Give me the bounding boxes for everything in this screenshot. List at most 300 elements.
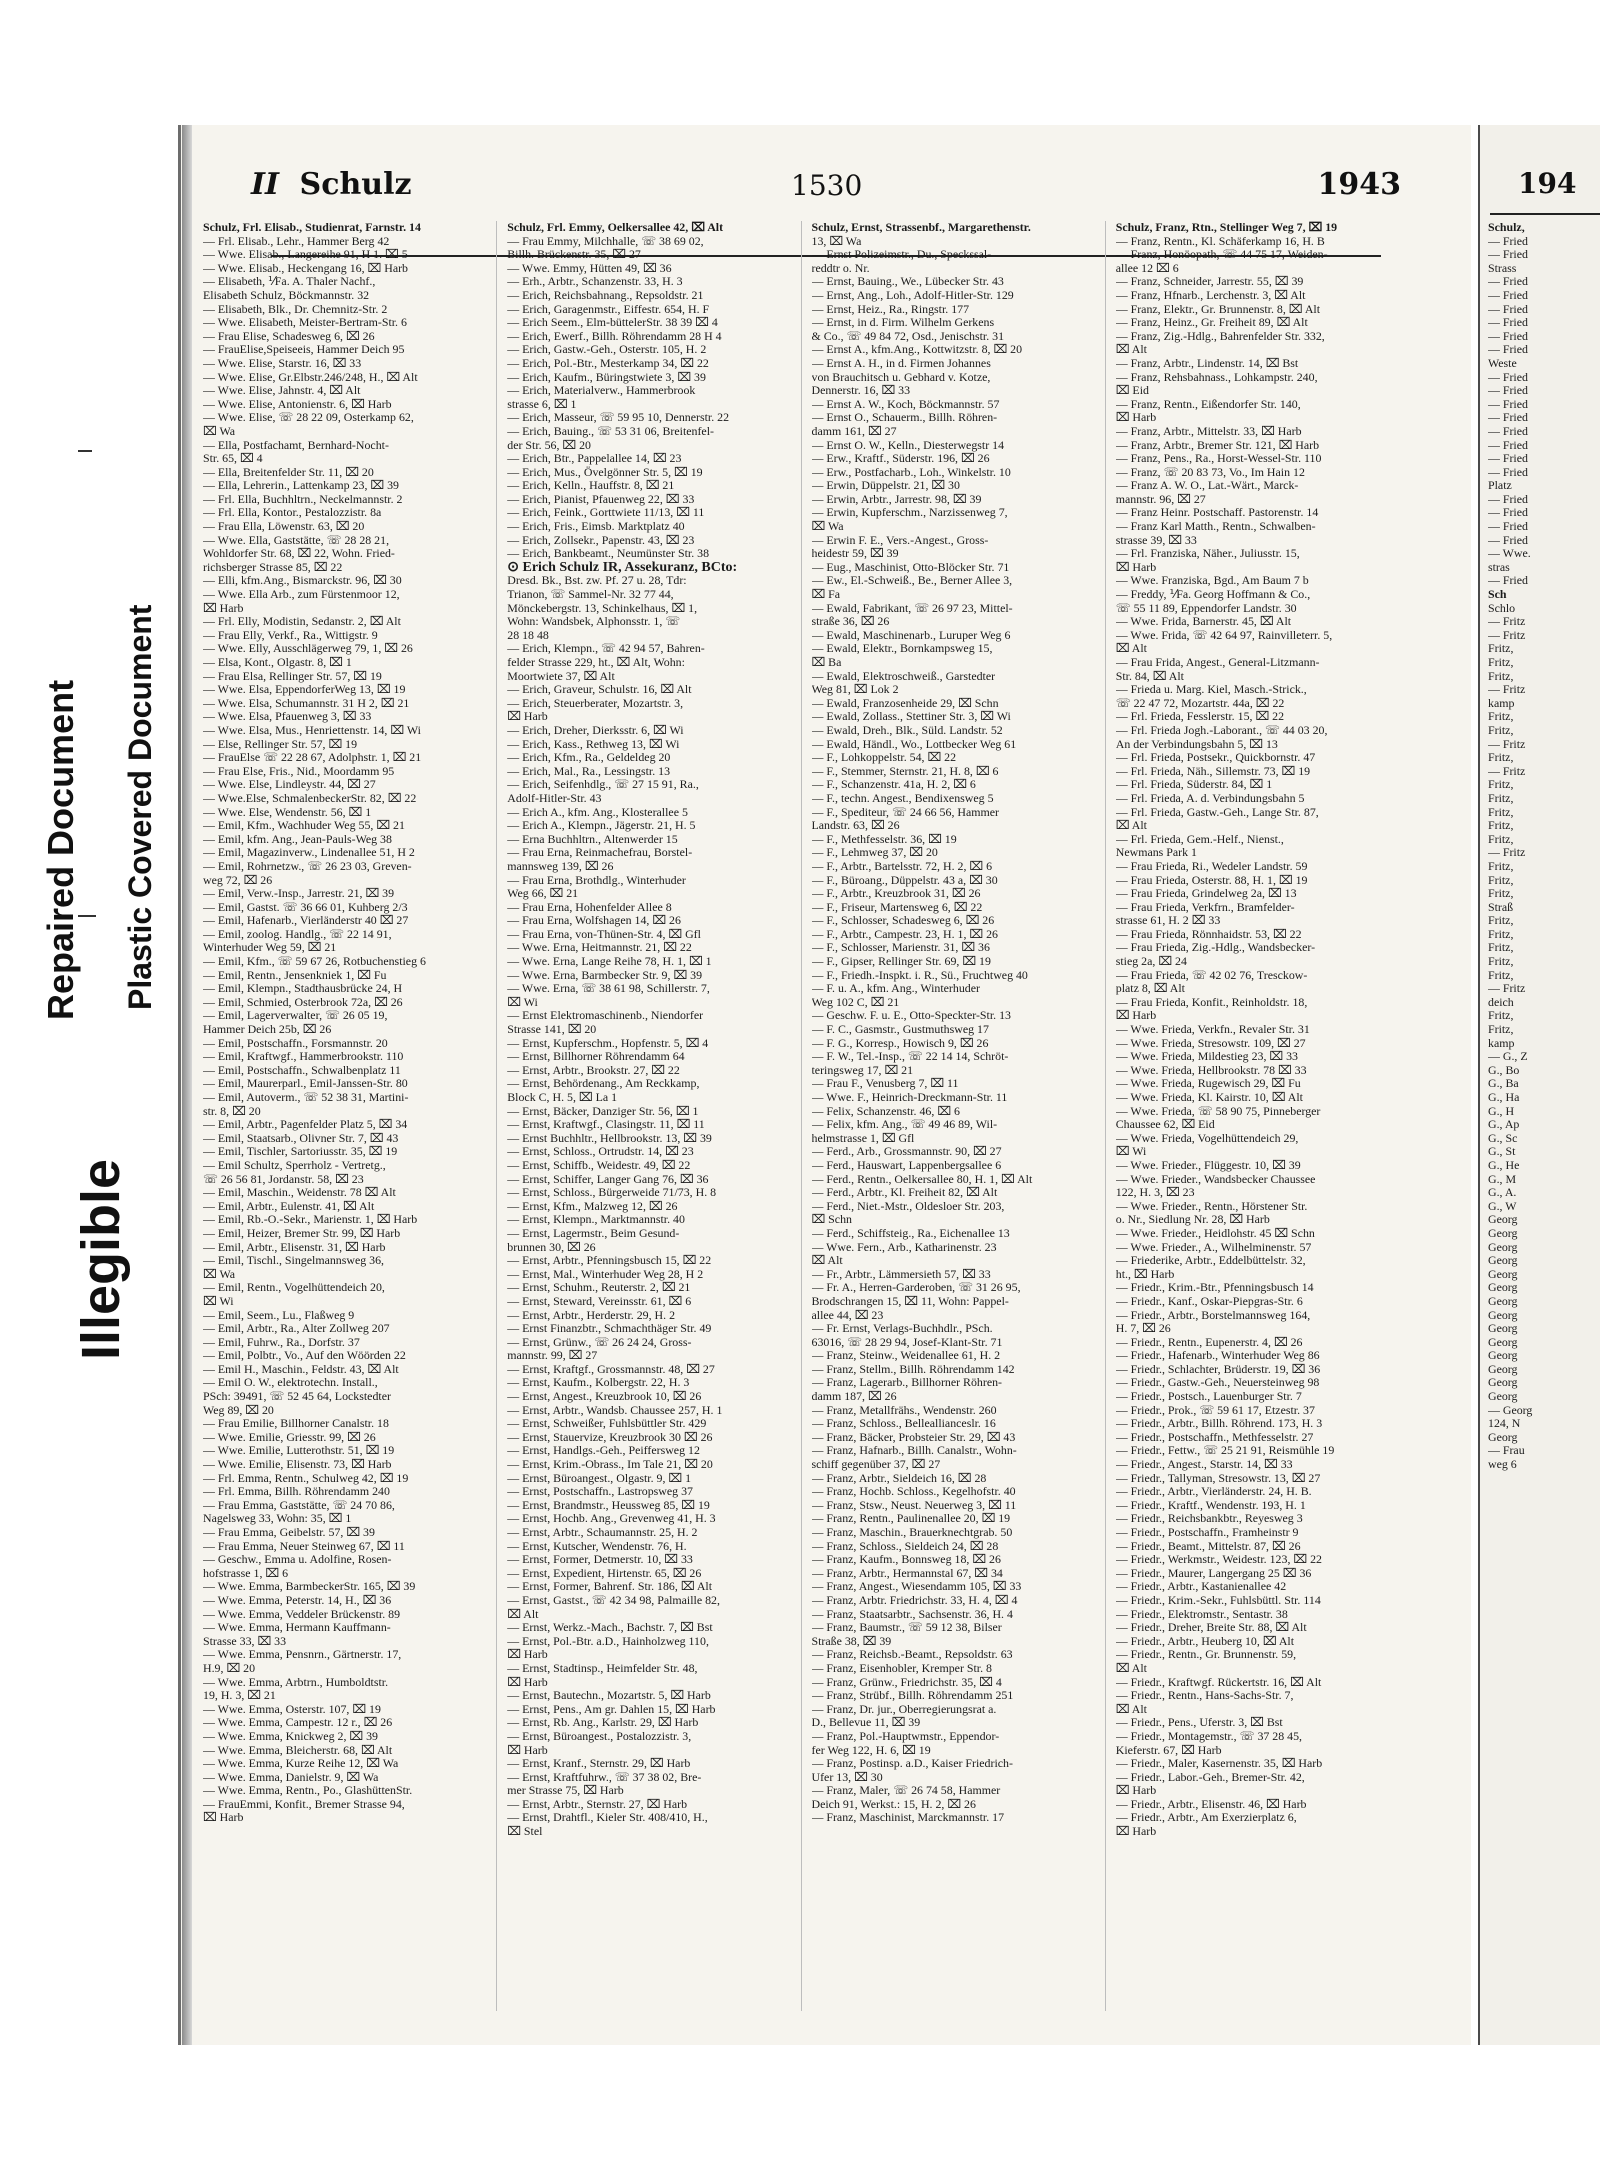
directory-entry: — Wwe. Else, Wendenstr. 56, ⌧ 1: [203, 805, 372, 819]
directory-entry: — Wwe. Frida, ☏ 42 64 97, Rainvilleterr. 5,: [1115, 628, 1333, 642]
directory-entry: — Ferd., Rentn., Oelkersallee 80, H. 1, ⌧ Alt: [811, 1172, 1033, 1186]
directory-column-4: [1112, 221, 1409, 2011]
directory-entry: — Franz Karl Matth., Rentn., Schwalben-: [1115, 520, 1316, 534]
directory-page: [178, 125, 1471, 2045]
directory-entry: Elisabeth Schulz, Böckmannstr. 32: [203, 288, 370, 302]
directory-entry: — Ernst Buchhltr., Hellbrookstr. 13, ⌧ 39: [507, 1131, 712, 1145]
directory-entry: Ufer 13, ⌧ 30: [811, 1770, 883, 1784]
directory-entry: — Wwe. Emma, Hermann Kauffmann-: [203, 1621, 391, 1635]
directory-entry: straße 36, ⌧ 26: [811, 615, 890, 629]
directory-entry-fragment: — Fried: [1488, 384, 1528, 398]
directory-entry: — Frau Emma, Geibelstr. 57, ⌧ 39: [203, 1526, 375, 1539]
directory-entry: — Erich, Materialverw., Hammerbrook: [507, 384, 696, 398]
directory-entry: fer Weg 122, H. 6, ⌧ 19: [811, 1743, 931, 1757]
directory-entry: — Friedr., Gastw.-Geh., Neuersteinweg 98: [1115, 1376, 1320, 1390]
directory-entry: — Frl. Frieda, Süderstr. 84, ⌧ 1: [1115, 778, 1273, 792]
directory-entry: — Ernst, Schloss., Bürgerweide 71/73, H. 8: [507, 1186, 717, 1200]
directory-entry: — Franz, Schloss., Belleallianceslr. 16: [811, 1417, 996, 1431]
directory-entry: mannsweg 139, ⌧ 26: [507, 859, 614, 873]
directory-entry-fragment: — Fritz: [1488, 683, 1526, 697]
directory-entry-fragment: Georg: [1488, 1308, 1518, 1322]
directory-column-3: [808, 221, 1106, 2011]
directory-entry: — Ernst, Krim.-Obrass., Im Tale 21, ⌧ 20: [507, 1458, 713, 1472]
directory-entry: — Felix, kfm. Ang., ☏ 49 46 89, Wil-: [811, 1118, 998, 1132]
directory-entry: Kieferstr. 67, ⌧ Harb: [1115, 1743, 1222, 1757]
directory-entry: — Ernst A. W., Koch, Böckmannstr. 57: [811, 397, 1000, 411]
page-header: [251, 167, 1421, 211]
directory-entry-fragment: deich: [1488, 995, 1514, 1009]
directory-entry: mannstr. 99, ⌧ 27: [507, 1349, 598, 1363]
directory-entry-fragment: — Georg: [1488, 1403, 1533, 1417]
directory-entry: — Emil, Maschin., Weidenstr. 78 ⌧ Alt: [203, 1186, 396, 1200]
directory-entry: — Ernst, Bäcker, Danziger Str. 56, ⌧ 1: [507, 1104, 699, 1118]
directory-entry: — Friedr., Hafenarb., Winterhuder Weg 86: [1115, 1349, 1320, 1363]
directory-entry: — Erich A., Klempn., Jägerstr. 21, H. 5: [507, 819, 696, 833]
directory-entry: — Ernst, Postschaffn., Lastropsweg 37: [507, 1485, 693, 1499]
directory-entry: — Erich, Kaufm., Büringstwiete 3, ⌧ 39: [507, 370, 706, 384]
directory-entry-fragment: Georg: [1488, 1322, 1518, 1336]
header-rule: [1490, 213, 1600, 215]
directory-entry: — Emil, Arbtr., Eulenstr. 41, ⌧ Alt: [203, 1199, 375, 1213]
directory-entry-fragment: — Fried: [1488, 397, 1528, 411]
directory-entry: — Ernst, Mal., Winterhuder Weg 28, H 2: [507, 1267, 704, 1281]
directory-entry-fragment: Fritz,: [1488, 873, 1514, 887]
directory-entry: H.9, ⌧ 20: [203, 1661, 256, 1675]
directory-entry: ⌧ Harb: [1115, 411, 1157, 425]
directory-entry: — Erich, Dreher, Dierksstr. 6, ⌧ Wi: [507, 723, 684, 737]
directory-entry: Straße 38, ⌧ 39: [811, 1634, 892, 1648]
directory-entry: strasse 61, H. 2 ⌧ 33: [1115, 914, 1221, 928]
directory-entry: — Wwe. Frieda, Verkfn., Revaler Str. 31: [1115, 1023, 1310, 1037]
directory-entry: — Ernst A., kfm.Ang., Kottwitzstr. 8, ⌧ 20: [811, 343, 1023, 357]
directory-entry: Trianon, ☏ Sammel-Nr. 32 77 44,: [507, 588, 674, 602]
directory-entry: Strasse 141, ⌧ 20: [507, 1023, 597, 1037]
directory-entry: — Ernst, Brandmstr., Heussweg 85, ⌧ 19: [507, 1498, 710, 1512]
directory-entry: — Felix, Schanzenstr. 46, ⌧ 6: [811, 1104, 960, 1118]
directory-entry: — Friedr., Elektromstr., Sentastr. 38: [1115, 1607, 1288, 1621]
directory-entry: — Franz, Stsw., Neust. Neuerweg 3, ⌧ 11: [811, 1498, 1017, 1512]
directory-entry: Billh. Brückenstr. 35, ⌧ 27: [507, 248, 641, 262]
directory-entry: — Friedr., Schlachter, Brüderstr. 19, ⌧ 36: [1115, 1362, 1321, 1376]
directory-entry: — Ewald, Dreh., Blk., Süld. Landstr. 52: [811, 723, 1003, 737]
directory-entry: ⌧ Harb: [1115, 560, 1157, 574]
directory-entry: — F., Schanzenstr. 41a, H. 2, ⌧ 6: [811, 778, 976, 792]
directory-entry-fragment: — Fritz: [1488, 628, 1526, 642]
directory-entry: — F., Arbtr., Campestr. 23, H. 1, ⌧ 26: [811, 927, 998, 941]
directory-entry: — Emil, Fuhrw., Ra., Dorfstr. 37: [203, 1335, 360, 1349]
directory-entry: — Ernst, Klempn., Marktmannstr. 40: [507, 1213, 685, 1227]
directory-entry: — Franz, Pens., Ra., Horst-Wessel-Str. 110: [1115, 452, 1322, 466]
directory-entry: — Wwe. Emma, Danielstr. 9, ⌧ Wa: [203, 1770, 379, 1784]
directory-entry: — Emil, Postschaffn., Forsmannstr. 20: [203, 1036, 388, 1050]
directory-entry: — Erw., Postfacharb., Loh., Winkelstr. 10: [811, 465, 1011, 479]
directory-entry: — FrauEmmi, Konfit., Bremer Strasse 94,: [203, 1797, 405, 1811]
directory-entry: brunnen 30, ⌧ 26: [507, 1240, 596, 1254]
directory-entry: — Friedr., Arbtr., Am Exerzierplatz 6,: [1115, 1811, 1297, 1825]
directory-entry: allee 44, ⌧ 23: [811, 1308, 884, 1322]
directory-entry: — Ewald, Händl., Wo., Lottbecker Weg 61: [811, 737, 1017, 751]
directory-entry: Weg 102 C, ⌧ 21: [811, 995, 900, 1009]
directory-entry: ⌧ Alt: [1115, 1702, 1147, 1716]
directory-entry-fragment: Fritz,: [1488, 819, 1514, 833]
directory-entry: — Ernst, Gastst., ☏ 42 34 98, Palmaille 82,: [507, 1593, 720, 1607]
directory-entry: — Franz, Bäcker, Probsteier Str. 29, ⌧ 43: [811, 1430, 1016, 1444]
directory-entry-fragment: Georg: [1488, 1376, 1518, 1390]
directory-entry: — Wwe. Else, Lindleystr. 44, ⌧ 27: [203, 778, 376, 792]
directory-entry: strasse 39, ⌧ 33: [1115, 533, 1197, 547]
directory-entry: damm 161, ⌧ 27: [811, 424, 897, 438]
directory-entry: heidestr 59, ⌧ 39: [811, 547, 899, 561]
directory-entry: — F., Friedh.-Inspkt. i. R., Sü., Fruchtweg 40: [811, 968, 1028, 982]
directory-entry: — Friedr., Postschaffn., Framheinstr 9: [1115, 1526, 1299, 1539]
directory-entry: — Emil O. W., elektrotechn. Install.,: [203, 1376, 378, 1390]
directory-entry-fragment: Georg: [1488, 1430, 1518, 1444]
next-page-year: 194: [1518, 167, 1577, 200]
directory-entry: — Friedr., Arbtr., Elisenstr. 46, ⌧ Harb: [1115, 1797, 1307, 1811]
directory-entry: ⌧ Ba: [811, 656, 842, 669]
directory-entry: — Frau Erna, Reinmachefrau, Borstel-: [507, 846, 693, 860]
surname-heading: Schulz: [299, 167, 412, 202]
directory-entry: — Emil, zoolog. Handlg., ☏ 22 14 91,: [203, 927, 392, 941]
directory-entry: — Ernst, Arbtr., Brookstr. 27, ⌧ 22: [507, 1063, 680, 1077]
directory-entry-fragment: — Fried: [1488, 424, 1528, 438]
directory-entry: — Emil, Staatsarb., Olivner Str. 7, ⌧ 43: [203, 1131, 399, 1145]
directory-entry: — Wwe. Frieder., Heidlohstr. 45 ⌧ Schn: [1115, 1226, 1315, 1240]
directory-entry: — Erw., Kraftf., Süderstr. 196, ⌧ 26: [811, 452, 990, 466]
directory-entry: H. 7, ⌧ 26: [1115, 1322, 1171, 1336]
directory-column-1: [199, 221, 497, 2011]
directory-entry: — Wwe. Elsa, Mus., Henriettenstr. 14, ⌧ Wi: [203, 723, 421, 737]
directory-entry: — F. W., Tel.-Insp., ☏ 22 14 14, Schröt-: [811, 1050, 1009, 1064]
directory-entry-fragment: Straß: [1488, 900, 1514, 914]
directory-entry: — Wwe. Emilie, Griesstr. 99, ⌧ 26: [203, 1430, 376, 1444]
directory-entry: — Ernst, Kranf., Sternstr. 29, ⌧ Harb: [507, 1757, 691, 1771]
directory-entry: ⌧ Alt: [507, 1607, 539, 1621]
directory-entry-fragment: Schlo: [1488, 601, 1516, 615]
directory-entry: & Co., ☏ 49 84 72, Osd., Jenischstr. 31: [811, 329, 1005, 343]
directory-entry: — Wwe. Erna, Lange Reihe 78, H. 1, ⌧ 1: [507, 955, 712, 969]
directory-entry-fragment: — Fried: [1488, 275, 1528, 289]
directory-entry: — Geschw. F. u. E., Otto-Speckter-Str. 13: [811, 1009, 1011, 1023]
directory-entry: felder Strasse 229, ht., ⌧ Alt, Wohn:: [507, 656, 685, 669]
directory-entry: ⌧ Fa: [811, 588, 841, 602]
directory-entry: — Wwe. Frieder., Rentn., Hörstener Str.: [1115, 1199, 1308, 1213]
directory-entry: — Frau Frieda, Zig.-Hdlg., Wandsbecker-: [1115, 941, 1316, 955]
directory-entry-fragment: Fritz,: [1488, 941, 1514, 955]
directory-entry: — Frau Erna, Wolfshagen 14, ⌧ 26: [507, 914, 681, 928]
directory-entry: — Wwe. Frida, Barnerstr. 45, ⌧ Alt: [1115, 615, 1292, 629]
directory-entry: — Emil, Rb.-O.-Sekr., Marienstr. 1, ⌧ Harb: [203, 1213, 418, 1227]
directory-entry-fragment: Strass: [1488, 261, 1517, 275]
directory-entry: — Franz, Maschin., Brauerknechtgrab. 50: [811, 1526, 1013, 1539]
directory-entry: — F., Lohkoppelstr. 54, ⌧ 22: [811, 751, 957, 765]
directory-entry: An der Verbindungsbahn 5, ⌧ 13: [1115, 737, 1278, 751]
directory-entry: — Emil, Arbtr., Elisenstr. 31, ⌧ Harb: [203, 1240, 386, 1254]
directory-entry: — Frl. Elisab., Lehr., Hammer Berg 42: [203, 234, 390, 248]
directory-entry: — Franz A. W. O., Lat.-Wärt., Marck-: [1115, 479, 1299, 493]
directory-entry: — Erich, Feink., Gorttwiete 11/13, ⌧ 11: [507, 506, 705, 520]
directory-entry: — Franz, Rentn., Eißendorfer Str. 140,: [1115, 397, 1301, 411]
directory-entry: — Frau Erna, Hohenfelder Allee 8: [507, 900, 672, 914]
directory-entry: — Franz, Dr. jur., Oberregierungsrat a.: [811, 1702, 997, 1716]
directory-entry: — F. G., Korresp., Howisch 9, ⌧ 26: [811, 1036, 989, 1050]
directory-entry: str. 8, ⌧ 20: [203, 1104, 261, 1118]
directory-entry: — Ernst Elektromaschinenb., Niendorfer: [507, 1009, 704, 1023]
directory-entry: — Franz, ☏ 20 83 73, Vo., Im Hain 12: [1115, 465, 1305, 479]
directory-entry: Hammer Deich 25b, ⌧ 26: [203, 1023, 332, 1037]
directory-entry: — Ernst, Stadtinsp., Heimfelder Str. 48,: [507, 1661, 698, 1675]
directory-entry: — Ewald, Maschinenarb., Luruper Weg 6: [811, 628, 1011, 642]
directory-entry: — Franz, Maschinist, Marckmannstr. 17: [811, 1811, 1005, 1825]
page-binding-edge: [182, 125, 192, 2045]
directory-entry: — Friedr., Rentn., Hans-Sachs-Str. 7,: [1115, 1689, 1294, 1703]
directory-entry-fragment: — Fried: [1488, 452, 1528, 466]
directory-entry: — Friedr., Arbtr., Billh. Röhrend. 173, H. 3: [1115, 1417, 1323, 1431]
directory-entry: — Friedr., Maurer, Langergang 25 ⌧ 36: [1115, 1566, 1312, 1580]
directory-entry: — Erich, Bankbeamt., Neumünster Str. 38: [507, 547, 710, 561]
directory-entry: — Ernst, Bauing., We., Lübecker Str. 43: [811, 275, 1004, 289]
directory-entry-fragment: — Fritz: [1488, 737, 1526, 751]
directory-entry: strasse 6, ⌧ 1: [507, 397, 577, 411]
directory-entry: — Wwe. Elise, Gr.Elbstr.246/248, H., ⌧ Alt: [203, 370, 418, 384]
directory-entry: ⌧ Eid: [1115, 384, 1149, 398]
directory-entry: — Friedr., Werkmstr., Weidestr. 123, ⌧ 22: [1115, 1553, 1322, 1567]
directory-column-2: [503, 221, 801, 2011]
directory-entry: — Fr. Ernst, Verlags-Buchhdlr., PSch.: [811, 1322, 993, 1336]
directory-entry: Weg 81, ⌧ Lok 2: [811, 683, 899, 697]
directory-entry: reddtr o. Nr.: [811, 261, 870, 275]
directory-entry: Chaussee 62, ⌧ Eid: [1115, 1118, 1215, 1132]
directory-entry-fragment: — Fried: [1488, 316, 1528, 330]
directory-entry: — Ella, Lehrerin., Lattenkamp 23, ⌧ 39: [203, 479, 399, 493]
directory-entry: — Wwe.Else, SchmalenbeckerStr. 82, ⌧ 22: [203, 791, 417, 805]
directory-entry: — Friedr., Reichsbankbtr., Reyesweg 3: [1115, 1512, 1303, 1526]
directory-entry: ⌧ Wa: [203, 1267, 236, 1281]
directory-entry: — Ernst, Kfm., Malzweg 12, ⌧ 26: [507, 1199, 678, 1213]
directory-entry: Weg 89, ⌧ 20: [203, 1403, 274, 1417]
directory-entry: — Frau Frieda, ☏ 42 02 76, Tresckow-: [1115, 968, 1308, 982]
directory-entry: — Erich, Pianist, Pfauenweg 22, ⌧ 33: [507, 492, 695, 506]
directory-entry: — Emil, Rentn., Jensenkniek 1, ⌧ Fu: [203, 968, 387, 982]
directory-entry-fragment: G., Ha: [1488, 1091, 1520, 1104]
directory-entry: ⌧ Wi: [1115, 1145, 1147, 1159]
directory-entry: — Franz, Hochb. Schloss., Kegelhofstr. 40: [811, 1485, 1016, 1499]
directory-entry: Schulz, Franz, Rtn., Stellinger Weg 7, ⌧ 19: [1115, 221, 1338, 234]
directory-entry: — Ernst, Schuhm., Reuterstr. 2, ⌧ 21: [507, 1281, 691, 1295]
directory-entry-fragment: G., St: [1488, 1145, 1516, 1159]
directory-entry: — F., Büroang., Düppelstr. 43 a, ⌧ 30: [811, 873, 998, 887]
directory-entry: — Frau Else, Fris., Nid., Moordamm 95: [203, 764, 395, 778]
directory-entry-fragment: — Fried: [1488, 492, 1528, 506]
directory-entry-fragment: — Fried: [1488, 288, 1528, 302]
directory-entry: — Friedr., Krim.-Btr., Pfenningsbusch 14: [1115, 1281, 1314, 1295]
directory-entry: — Franz, Rentn., Paulinenallee 20, ⌧ 19: [811, 1512, 1011, 1526]
directory-entry: — Emil Schultz, Sperrholz - Vertretg.,: [203, 1158, 386, 1172]
directory-entry: Wohldorfer Str. 68, ⌧ 22, Wohn. Fried-: [203, 547, 395, 561]
directory-entry-fragment: Schulz,: [1488, 221, 1525, 234]
directory-entry: — Wwe. Emma, Knickweg 2, ⌧ 39: [203, 1729, 378, 1743]
plastic-covered-document-stamp: Plastic Covered Document: [122, 604, 158, 1010]
directory-entry: Schulz, Frl. Emmy, Oelkersallee 42, ⌧ Alt: [507, 221, 724, 234]
directory-entry: — Frau Frieda, Grindelweg 2a, ⌧ 13: [1115, 887, 1297, 901]
directory-entry: stieg 2a, ⌧ 24: [1115, 955, 1187, 969]
directory-entry: — Ernst O. W., Kelln., Diesterwegstr 14: [811, 438, 1005, 452]
directory-entry: — Freddy, ⅟Fa. Georg Hoffmann & Co.,: [1115, 588, 1311, 602]
directory-entry: — Franz, Postinsp. a.D., Kaiser Friedrich-: [811, 1757, 1013, 1771]
directory-entry-fragment: — Fried: [1488, 370, 1528, 384]
directory-entry-fragment: — Fried: [1488, 574, 1528, 588]
directory-entry-fragment: G., W: [1488, 1199, 1517, 1213]
directory-entry: — Emil, Polbtr., Vo., Auf den Wöörden 22: [203, 1349, 406, 1363]
directory-entry: — Erich, Pol.-Btr., Mesterkamp 34, ⌧ 22: [507, 356, 709, 370]
directory-entry-fragment: Fritz,: [1488, 791, 1514, 805]
directory-entry-fragment: kamp: [1488, 1036, 1515, 1050]
directory-entry-fragment: Fritz,: [1488, 927, 1514, 941]
directory-entry: — Friedr., Arbtr., Vierländerstr. 24, H. B.: [1115, 1485, 1312, 1499]
directory-entry: Deich 91, Werkst.: 15, H. 2, ⌧ 26: [811, 1797, 976, 1811]
directory-entry: — Franz, Kaufm., Bonnsweg 18, ⌧ 26: [811, 1553, 1001, 1567]
directory-entry: — Friedr., Labor.-Geh., Bremer-Str. 42,: [1115, 1770, 1305, 1784]
section-number: II: [251, 167, 280, 202]
directory-entry: — Franz, Pol.-Hauptwmstr., Eppendor-: [811, 1729, 1000, 1743]
directory-entry: — Frl. Frieda, Gastw.-Geh., Lange Str. 87,: [1115, 805, 1319, 819]
directory-entry: Str. 84, ⌧ Alt: [1115, 669, 1184, 683]
directory-entry: — Erwin, Arbtr., Jarrestr. 98, ⌧ 39: [811, 492, 982, 506]
directory-entry: — Ernst, Schloss., Ortrudstr. 14, ⌧ 23: [507, 1145, 694, 1159]
directory-entry: — F., Spediteur, ☏ 24 66 56, Hammer: [811, 805, 999, 819]
directory-entry: — Ew., El.-Schweiß., Be., Berner Allee 3,: [811, 574, 1013, 588]
directory-entry: — Wwe. Frieda, Kl. Kairstr. 10, ⌧ Alt: [1115, 1091, 1303, 1104]
directory-entry: — Erich, Btr., Pappelallee 14, ⌧ 23: [507, 452, 682, 466]
directory-entry: — Friedr., Postsch., Lauenburger Str. 7: [1115, 1390, 1302, 1404]
directory-entry: — Frau Elsa, Rellinger Str. 57, ⌧ 19: [203, 669, 382, 683]
directory-entry: — Ernst, Bautechn., Mozartstr. 5, ⌧ Harb: [507, 1689, 711, 1703]
directory-entry: Strasse 33, ⌧ 33: [203, 1634, 287, 1648]
directory-entry: — Emil, Gastst. ☏ 36 66 01, Kuhberg 2/3: [203, 900, 408, 914]
directory-entry: Block C, H. 5, ⌧ La 1: [507, 1091, 618, 1104]
directory-entry: — Franz, Honöopath, ☏ 44 75 17, Weiden-: [1115, 248, 1328, 262]
directory-entry: — Frl. Frieda Jogh.-Laborant., ☏ 44 03 20,: [1115, 723, 1328, 737]
directory-entry: — Frau Frieda, Verkfrn., Bramfelder-: [1115, 900, 1295, 914]
directory-entry: — Fr. A., Herren-Garderoben, ☏ 31 26 95,: [811, 1281, 1021, 1295]
next-page-sliver: [1478, 125, 1600, 2045]
directory-entry: — Frl. Elly, Modistin, Sedanstr. 2, ⌧ Alt: [203, 615, 401, 629]
directory-entry: — FrauElse ☏ 22 28 67, Adolphstr. 1, ⌧ 21: [203, 751, 422, 765]
directory-entry: — Emil, Rentn., Vogelhüttendeich 20,: [203, 1281, 385, 1295]
directory-entry: ☏ 55 11 89, Eppendorfer Landstr. 30: [1115, 601, 1297, 615]
directory-entry: — Friedr., Maler, Kasernenstr. 35, ⌧ Harb: [1115, 1757, 1323, 1771]
directory-entry: — Ernst, Pol.-Btr. a.D., Hainholzweg 110,: [507, 1634, 709, 1648]
directory-entry-fragment: Georg: [1488, 1281, 1518, 1295]
directory-entry: 63016, ☏ 28 29 94, Josef-Klant-Str. 71: [811, 1335, 1003, 1349]
directory-entry: — Wwe. Emma, Osterstr. 107, ⌧ 19: [203, 1702, 381, 1716]
directory-entry: — Wwe. F., Heinrich-Dreckmann-Str. 11: [811, 1091, 1008, 1104]
directory-entry: — Ernst, Schweißer, Fuhlsbüttler Str. 429: [507, 1417, 707, 1431]
directory-entry-fragment: — Fritz: [1488, 615, 1526, 629]
directory-entry-fragment: — Fried: [1488, 533, 1528, 547]
directory-entry: — Friedr., Arbtr., Heuberg 10, ⌧ Alt: [1115, 1634, 1295, 1648]
directory-entry-fragment: G., Bo: [1488, 1063, 1520, 1077]
directory-entry: — Ernst O., Schauerm., Billh. Röhren-: [811, 411, 998, 425]
directory-entry: Dennerstr. 16, ⌧ 33: [811, 384, 911, 398]
directory-entry: — Wwe. Emma, BarmbeckerStr. 165, ⌧ 39: [203, 1580, 416, 1594]
directory-entry: — Ella, Breitenfelder Str. 11, ⌧ 20: [203, 465, 374, 479]
directory-entry: — Frl. Frieda, Näh., Sillemstr. 73, ⌧ 19: [1115, 764, 1311, 778]
directory-entry: — Erna Buchhltrn., Altenwerder 15: [507, 832, 678, 846]
directory-entry: — Friederike, Arbtr., Eddelbüttelstr. 32,: [1115, 1254, 1306, 1268]
directory-entry: — Ernst, in d. Firm. Wilhelm Gerkens: [811, 316, 995, 330]
directory-entry-fragment: Fritz,: [1488, 832, 1514, 846]
directory-entry: — Wwe. Fern., Arb., Katharinenstr. 23: [811, 1240, 997, 1254]
directory-entry: ⌧ Harb: [1115, 1009, 1157, 1023]
directory-entry: — F. u. A., kfm. Ang., Winterhuder: [811, 982, 980, 996]
directory-entry-fragment: Georg: [1488, 1267, 1518, 1281]
directory-entry: — Wwe. Elise, Starstr. 16, ⌧ 33: [203, 356, 362, 370]
directory-entry: Nagelsweg 33, Wohn: 35, ⌧ 1: [203, 1512, 352, 1526]
directory-entry-fragment: Fritz,: [1488, 778, 1514, 792]
directory-entry: — Erwin F. E., Vers.-Angest., Gross-: [811, 533, 989, 547]
directory-entry: ⌧ Harb: [1115, 1784, 1157, 1798]
directory-entry: — Wwe. Elise, Antonienstr. 6, ⌧ Harb: [203, 397, 392, 411]
directory-entry: von Brauchitsch u. Gebhard v. Kotze,: [811, 370, 991, 384]
directory-entry: — Wwe. Frieder., A., Wilhelminenstr. 57: [1115, 1240, 1312, 1254]
directory-entry: — FrauElise,Speiseeis, Hammer Deich 95: [203, 343, 405, 357]
directory-entry: — Ernst, Kraftwgf., Clasingstr. 11, ⌧ 11: [507, 1118, 705, 1132]
directory-entry: 122, H. 3, ⌧ 23: [1115, 1186, 1195, 1200]
directory-entry: — Frieda u. Marg. Kiel, Masch.-Strick.,: [1115, 683, 1307, 697]
directory-entry: 13, ⌧ Wa: [811, 234, 862, 248]
directory-entry: — Wwe. Frieder., Wandsbecker Chaussee: [1115, 1172, 1316, 1186]
directory-entry: damm 187, ⌧ 26: [811, 1390, 897, 1404]
directory-entry: — Franz, Arbtr., Sieldeich 16, ⌧ 28: [811, 1471, 987, 1485]
directory-entry: — Frau Frida, Angest., General-Litzmann-: [1115, 656, 1320, 669]
directory-entry-fragment: Fritz,: [1488, 669, 1514, 683]
directory-entry: — Friedr., Beamt., Mittelstr. 87, ⌧ 26: [1115, 1539, 1301, 1553]
directory-entry: — F., Schlosser, Schadesweg 6, ⌧ 26: [811, 914, 995, 928]
directory-entry: Schulz, Ernst, Strassenbf., Margarethenstr.: [811, 221, 1031, 234]
directory-entry-fragment: Fritz,: [1488, 968, 1514, 982]
directory-entry: — Ernst, Handlgs.-Geh., Peiffersweg 12: [507, 1444, 700, 1458]
directory-entry: — Wwe. Elly, Ausschlägerweg 79, 1, ⌧ 26: [203, 642, 413, 656]
directory-entry: ⌧ Alt: [1115, 642, 1147, 656]
directory-entry: — Ernst, Schiffb., Weidestr. 49, ⌧ 22: [507, 1158, 691, 1172]
directory-entry-fragment: Georg: [1488, 1390, 1518, 1404]
directory-entry: — Erich, Graveur, Schulstr. 16, ⌧ Alt: [507, 683, 692, 697]
directory-entry: — Wwe. Elise, ☏ 28 22 09, Osterkamp 62,: [203, 411, 414, 425]
directory-entry-fragment: Fritz,: [1488, 805, 1514, 819]
directory-entry: — Franz, Stellm., Billh. Röhrendamm 142: [811, 1362, 1015, 1376]
directory-entry: — F. C., Gasmstr., Gustmuthsweg 17: [811, 1023, 989, 1037]
directory-entry-fragment: — Frau: [1488, 1444, 1525, 1458]
directory-entry-fragment: G., H: [1488, 1104, 1515, 1118]
directory-entry: — Erh., Arbtr., Schanzenstr. 33, H. 3: [507, 275, 683, 289]
directory-entry: — Ernst, Billhorner Röhrendamm 64: [507, 1050, 685, 1064]
directory-entry: — Ewald, Zollass., Stettiner Str. 3, ⌧ Wi: [811, 710, 1011, 724]
directory-entry: — Wwe. Emilie, Elisenstr. 73, ⌧ Harb: [203, 1458, 392, 1472]
directory-entry: — Ernst, Former, Detmerstr. 10, ⌧ 33: [507, 1553, 693, 1567]
directory-entry: ⌧ Harb: [507, 1743, 548, 1757]
directory-entry: — Frau Frieda, Ri., Wedeler Landstr. 59: [1115, 859, 1308, 873]
directory-entry-fragment: — Fried: [1488, 329, 1528, 343]
directory-entry: Weg 66, ⌧ 21: [507, 887, 579, 901]
directory-entry: — Ernst, Behördenang., Am Reckkamp,: [507, 1077, 700, 1091]
directory-entry: — Wwe. Frieder., Flüggestr. 10, ⌧ 39: [1115, 1158, 1301, 1172]
directory-entry: — Franz, Zig.-Hdlg., Bahrenfelder Str. 332,: [1115, 329, 1325, 343]
directory-entry: — Frl. Frieda, Fesslerstr. 15, ⌧ 22: [1115, 710, 1285, 724]
directory-entry: Adolf-Hitler-Str. 43: [507, 791, 602, 805]
directory-entry: — Erwin, Kupferschm., Narzissenweg 7,: [811, 506, 1008, 520]
directory-entry: — Wwe. Emmy, Hütten 49, ⌧ 36: [507, 261, 672, 275]
